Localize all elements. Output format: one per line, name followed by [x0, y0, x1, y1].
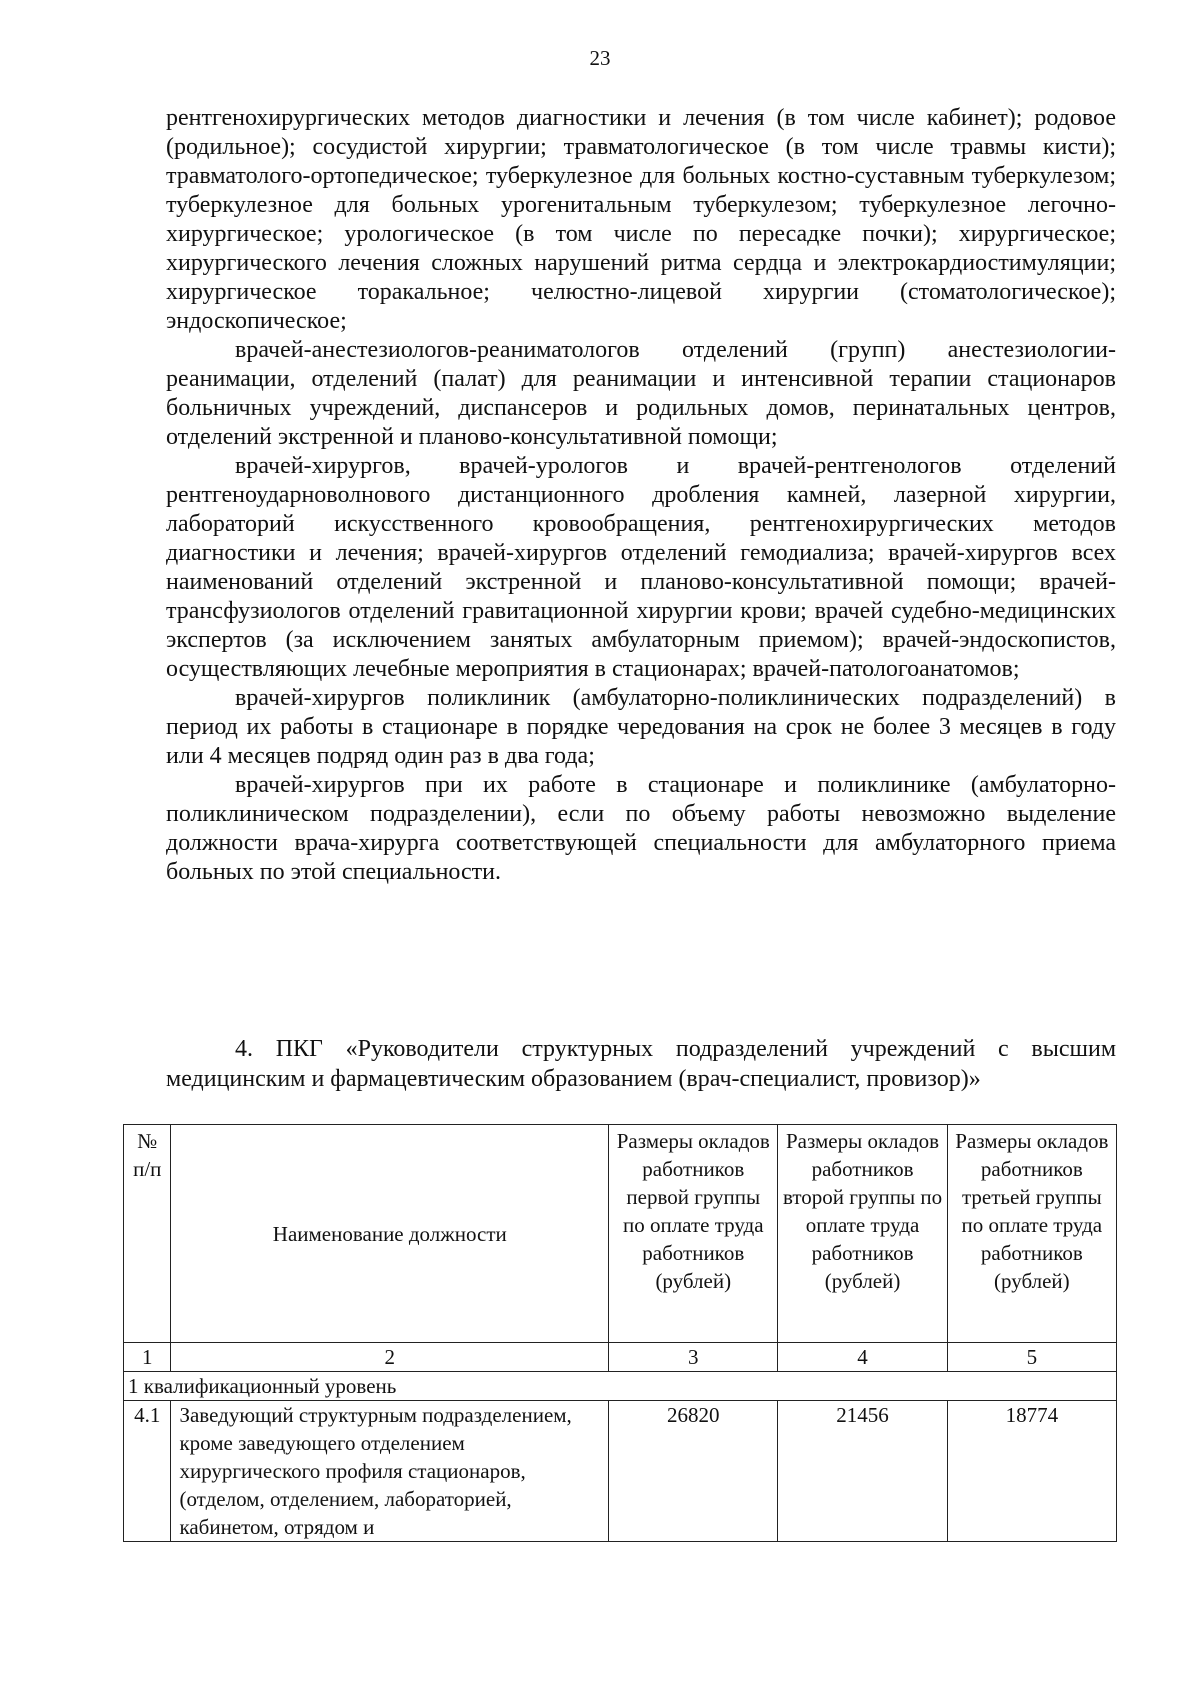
- column-number: 4: [778, 1343, 947, 1372]
- row-group2-salary: 21456: [778, 1401, 947, 1542]
- section-heading: 4. ПКГ «Руководители структурных подразделений учреждений с высшим медицинским и фармацевтическим образованием (врач-специалист, провизор)»: [166, 1036, 1116, 1092]
- paragraph: врачей-хирургов поликлиник (амбулаторно-поликлинических подразделений) в период их работы в стационаре в порядке чередования на срок не более 3 месяцев в году или 4 месяцев подряд один раз в два года;: [166, 685, 1116, 769]
- column-number: 1: [124, 1343, 171, 1372]
- row-num: 4.1: [124, 1401, 171, 1542]
- qualification-level: 1 квалификационный уровень: [124, 1372, 1117, 1401]
- paragraph: рентгенохирургических методов диагностики и лечения (в том числе кабинет); родовое (родильное); сосудистой хирургии; травматологическое (в том числе травмы кисти); травматолого-ортопедическое; туберкулезное для больных костно-суставным туберкулезом; туберкулезное для больных урогенитальным туберкулезом; туберкулезное легочно-хирургическое; урологическое (в том числе по пересадке почки); хирургическое; хирургического лечения сложных нарушений ритма сердца и электрокардиостимуляции; хирургическое торакальное; челюстно-лицевой хирургии (стоматологическое); эндоскопическое;: [166, 105, 1116, 334]
- column-number: 5: [947, 1343, 1116, 1372]
- column-number: 3: [609, 1343, 778, 1372]
- row-group3-salary: 18774: [947, 1401, 1116, 1542]
- row-group1-salary: 26820: [609, 1401, 778, 1542]
- header-group2: Размеры окладов работников второй группы по оплате труда работников (рублей): [778, 1125, 947, 1343]
- column-numbers-row: [124, 1343, 1117, 1372]
- column-number: 2: [171, 1343, 609, 1372]
- row-position-name: Заведующий структурным подразделением, кроме заведующего отделением хирургического профиля стационаров, (отделом, отделением, лабораторией, кабинетом, отрядом и: [171, 1401, 609, 1542]
- table-header-row: [124, 1125, 1117, 1343]
- header-group3: Размеры окладов работников третьей группы по оплате труда работников (рублей): [947, 1125, 1116, 1343]
- table-row: [124, 1401, 1117, 1542]
- header-name: Наименование должности: [171, 1125, 609, 1343]
- header-num: № п/п: [124, 1125, 171, 1343]
- page-number: 23: [589, 46, 611, 70]
- header-group1: Размеры окладов работников первой группы по оплате труда работников (рублей): [609, 1125, 778, 1343]
- paragraph: врачей-анестезиологов-реаниматологов отделений (групп) анестезиологии-реанимации, отделений (палат) для реанимации и интенсивной терапии стационаров больничных учреждений, диспансеров и родильных домов, перинатальных центров, отделений экстренной и планово-консультативной помощи;: [166, 337, 1116, 450]
- body-text: [166, 104, 1116, 887]
- paragraph: врачей-хирургов при их работе в стационаре и поликлинике (амбулаторно-поликлиническом подразделении), если по объему работы невозможно выделение должности врача-хирурга соответствующей специальности для амбулаторного приема больных по этой специальности.: [166, 772, 1116, 885]
- salary-table: [123, 1124, 1117, 1542]
- qualification-level-row: [124, 1372, 1117, 1401]
- paragraph: врачей-хирургов, врачей-урологов и врачей-рентгенологов отделений рентгеноударноволнового дистанционного дробления камней, лазерной хирургии, лабораторий искусственного кровообращения, рентгенохирургических методов диагностики и лечения; врачей-хирургов отделений гемодиализа; врачей-хирургов всех наименований отделений экстренной и планово-консультативной помощи; врачей-трансфузиологов отделений гравитационной хирургии крови; врачей судебно-медицинских экспертов (за исключением занятых амбулаторным приемом); врачей-эндоскопистов, осуществляющих лечебные мероприятия в стационарах; врачей-патологоанатомов;: [166, 453, 1116, 682]
